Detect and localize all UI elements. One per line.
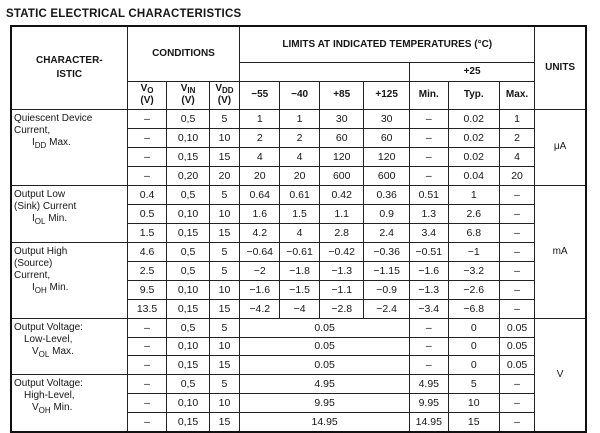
table-cell: 0,10 [167, 337, 209, 356]
table-cell: 0,20 [167, 166, 209, 185]
table-cell: −1.3 [409, 280, 448, 299]
table-cell: – [409, 109, 448, 128]
table-cell: 20 [209, 166, 240, 185]
table-row [11, 242, 586, 261]
table-cell: 0,5 [167, 261, 209, 280]
table-cell: 600 [364, 166, 410, 185]
table-row [11, 109, 586, 128]
table-cell: 0,5 [167, 185, 209, 204]
table-cell: 0,15 [167, 299, 209, 318]
table-cell: 0,5 [167, 318, 209, 337]
table-cell: – [409, 166, 448, 185]
table-cell: 0.04 [448, 166, 499, 185]
table-cell: 4.95 [240, 375, 410, 394]
table-row [11, 375, 586, 394]
table-cell: 0.9 [364, 204, 410, 223]
table-cell: – [409, 337, 448, 356]
table-cell: −0.42 [320, 242, 364, 261]
table-cell: 0.36 [364, 185, 410, 204]
table-cell: 3.4 [409, 223, 448, 242]
table-cell: 2.5 [127, 261, 167, 280]
units-header: UNITS [535, 26, 586, 109]
table-cell: 4 [280, 147, 320, 166]
temp-header: +85 [320, 81, 364, 109]
table-cell: 30 [320, 109, 364, 128]
characteristic-label: Output Low (Sink) Current $I_{OL}$ Min. [11, 185, 127, 242]
table-cell: 4 [280, 223, 320, 242]
table-cell: 0,5 [167, 242, 209, 261]
table-cell: 0.05 [240, 318, 410, 337]
table-cell: 0,10 [167, 128, 209, 147]
table-cell: – [499, 223, 534, 242]
table-cell: 13.5 [127, 299, 167, 318]
table-cell: 20 [240, 166, 280, 185]
table-cell: 0.61 [280, 185, 320, 204]
table-cell: – [499, 394, 534, 413]
table-cell: 2.6 [448, 204, 499, 223]
table-cell: – [499, 375, 534, 394]
temp-header: +125 [364, 81, 410, 109]
table-cell: 0,15 [167, 356, 209, 375]
table-cell: 15 [209, 147, 240, 166]
temp-header: −40 [280, 81, 320, 109]
typ-header: Typ. [448, 81, 499, 109]
table-cell: 1.6 [240, 204, 280, 223]
table-cell: −1 [448, 242, 499, 261]
table-cell: – [499, 280, 534, 299]
units-cell: mA [535, 185, 586, 318]
table-cell: 0,5 [167, 375, 209, 394]
table-cell: 120 [364, 147, 410, 166]
table-cell: 9.5 [127, 280, 167, 299]
min-header: Min. [409, 81, 448, 109]
table-cell: 10 [448, 394, 499, 413]
table-cell: 20 [499, 166, 534, 185]
table-cell: 15 [448, 413, 499, 432]
table-cell: 60 [364, 128, 410, 147]
table-cell: −0.36 [364, 242, 410, 261]
table-cell: 5 [209, 261, 240, 280]
table-cell: 0,15 [167, 413, 209, 432]
table-cell: −2.8 [320, 299, 364, 318]
characteristic-header: CHARACTER- ISTIC [11, 26, 127, 109]
table-cell: 15 [209, 413, 240, 432]
table-cell: 0.51 [409, 185, 448, 204]
table-cell: – [127, 337, 167, 356]
table-cell: −1.8 [280, 261, 320, 280]
table-cell: −2.6 [448, 280, 499, 299]
table-cell: −1.15 [364, 261, 410, 280]
table-cell: 30 [364, 109, 410, 128]
table-cell: 0,5 [167, 109, 209, 128]
table-cell: 0,10 [167, 394, 209, 413]
table-cell: 0.02 [448, 109, 499, 128]
table-cell: – [499, 242, 534, 261]
table-cell: 0,15 [167, 147, 209, 166]
table-cell: 2 [240, 128, 280, 147]
table-cell: 0,10 [167, 204, 209, 223]
table-cell: 1.3 [409, 204, 448, 223]
table-cell: 9.95 [409, 394, 448, 413]
table-cell: – [127, 375, 167, 394]
table-cell: – [127, 128, 167, 147]
table-cell: 1 [448, 185, 499, 204]
table-cell: 0.5 [127, 204, 167, 223]
table-cell: −3.4 [409, 299, 448, 318]
table-cell: 0.64 [240, 185, 280, 204]
vdd-header: $V_{DD}$ (V) [209, 81, 240, 109]
table-cell: – [499, 413, 534, 432]
table-cell: 1 [240, 109, 280, 128]
table-cell: 4 [240, 147, 280, 166]
table-cell: −1.3 [320, 261, 364, 280]
table-cell: 9.95 [240, 394, 410, 413]
table-cell: 10 [209, 337, 240, 356]
table-cell: 10 [209, 280, 240, 299]
table-cell: −1.5 [280, 280, 320, 299]
table-cell: 0.05 [499, 356, 534, 375]
table-cell: – [499, 204, 534, 223]
table-cell: −1.1 [320, 280, 364, 299]
characteristic-label: Quiescent Device Current, $I_{DD}$ Max. [11, 109, 127, 185]
table-cell: 0.4 [127, 185, 167, 204]
plus25-header: +25 [409, 63, 534, 82]
table-cell: 14.95 [240, 413, 410, 432]
conditions-header: CONDITIONS [127, 26, 240, 81]
table-cell: −1.6 [240, 280, 280, 299]
table-cell: 20 [280, 166, 320, 185]
table-cell: 1.5 [280, 204, 320, 223]
table-cell: −3.2 [448, 261, 499, 280]
table-cell: −0.51 [409, 242, 448, 261]
table-cell: 0.42 [320, 185, 364, 204]
table-cell: 0.05 [499, 318, 534, 337]
table-cell: – [409, 318, 448, 337]
vo-header: $V_O$ (V) [127, 81, 167, 109]
table-cell: 15 [209, 223, 240, 242]
table-body [11, 26, 586, 432]
table-cell: 0 [448, 356, 499, 375]
table-row [11, 185, 586, 204]
table-cell: −2 [240, 261, 280, 280]
limits-header: LIMITS AT INDICATED TEMPERATURES (°C) [240, 26, 535, 63]
table-cell: 10 [209, 394, 240, 413]
units-cell: μA [535, 109, 586, 185]
table-cell: −6.8 [448, 299, 499, 318]
table-cell: −1.6 [409, 261, 448, 280]
table-cell: – [127, 413, 167, 432]
table-cell: – [499, 261, 534, 280]
table-cell: −0.61 [280, 242, 320, 261]
table-cell: 0.05 [499, 337, 534, 356]
table-cell: – [127, 166, 167, 185]
table-cell: 0.05 [240, 337, 410, 356]
table-cell: 10 [209, 128, 240, 147]
table-cell: −4.2 [240, 299, 280, 318]
table-cell: 6.8 [448, 223, 499, 242]
table-cell: 1.5 [127, 223, 167, 242]
table-row [11, 318, 586, 337]
table-cell: 0.05 [240, 356, 410, 375]
table-cell: – [409, 147, 448, 166]
table-cell: – [409, 128, 448, 147]
table-cell: 1 [499, 109, 534, 128]
table-cell: 60 [320, 128, 364, 147]
table-cell: 10 [209, 204, 240, 223]
table-cell: 1 [280, 109, 320, 128]
table-cell: 2 [280, 128, 320, 147]
table-cell: 4.95 [409, 375, 448, 394]
characteristic-label: Output Voltage: High-Level, $V_{OH}$ Min. [11, 375, 127, 432]
table-cell: 2.8 [320, 223, 364, 242]
table-cell: 5 [209, 318, 240, 337]
table-cell: 1.1 [320, 204, 364, 223]
characteristic-label: Output High (Source) Current, $I_{OH}$ Min. [11, 242, 127, 318]
table-cell: −4 [280, 299, 320, 318]
temps-spacer [240, 63, 410, 82]
table-cell: 2.4 [364, 223, 410, 242]
table-cell: 4.6 [127, 242, 167, 261]
electrical-characteristics-table [10, 25, 587, 433]
table-cell: 5 [209, 375, 240, 394]
table-cell: – [127, 356, 167, 375]
table-cell: 4 [499, 147, 534, 166]
units-cell: V [535, 318, 586, 432]
table-cell: 5 [448, 375, 499, 394]
table-cell: – [499, 185, 534, 204]
table-cell: 4.2 [240, 223, 280, 242]
table-title: STATIC ELECTRICAL CHARACTERISTICS [6, 8, 242, 20]
characteristic-label: Output Voltage: Low-Level, $V_{OL}$ Max. [11, 318, 127, 375]
table-cell: 5 [209, 242, 240, 261]
table-cell: 0 [448, 337, 499, 356]
temp-header: −55 [240, 81, 280, 109]
table-cell: −2.4 [364, 299, 410, 318]
table-cell: – [127, 147, 167, 166]
table-cell: 5 [209, 109, 240, 128]
vin-header: $V_{IN}$ (V) [167, 81, 209, 109]
table-cell: 0.02 [448, 147, 499, 166]
max-header: Max. [499, 81, 534, 109]
table-cell: 0,15 [167, 223, 209, 242]
table-cell: −0.64 [240, 242, 280, 261]
table-cell: 14.95 [409, 413, 448, 432]
table-cell: 0.02 [448, 128, 499, 147]
table-cell: 5 [209, 185, 240, 204]
table-cell: −0.9 [364, 280, 410, 299]
table-cell: – [409, 356, 448, 375]
table-cell: – [127, 318, 167, 337]
table-cell: 15 [209, 356, 240, 375]
table-cell: 15 [209, 299, 240, 318]
table-cell: 0,10 [167, 280, 209, 299]
table-cell: – [127, 109, 167, 128]
table-cell: 120 [320, 147, 364, 166]
table-cell: – [127, 394, 167, 413]
table-cell: 0 [448, 318, 499, 337]
table-cell: 600 [320, 166, 364, 185]
table-cell: 2 [499, 128, 534, 147]
table-cell: – [499, 299, 534, 318]
